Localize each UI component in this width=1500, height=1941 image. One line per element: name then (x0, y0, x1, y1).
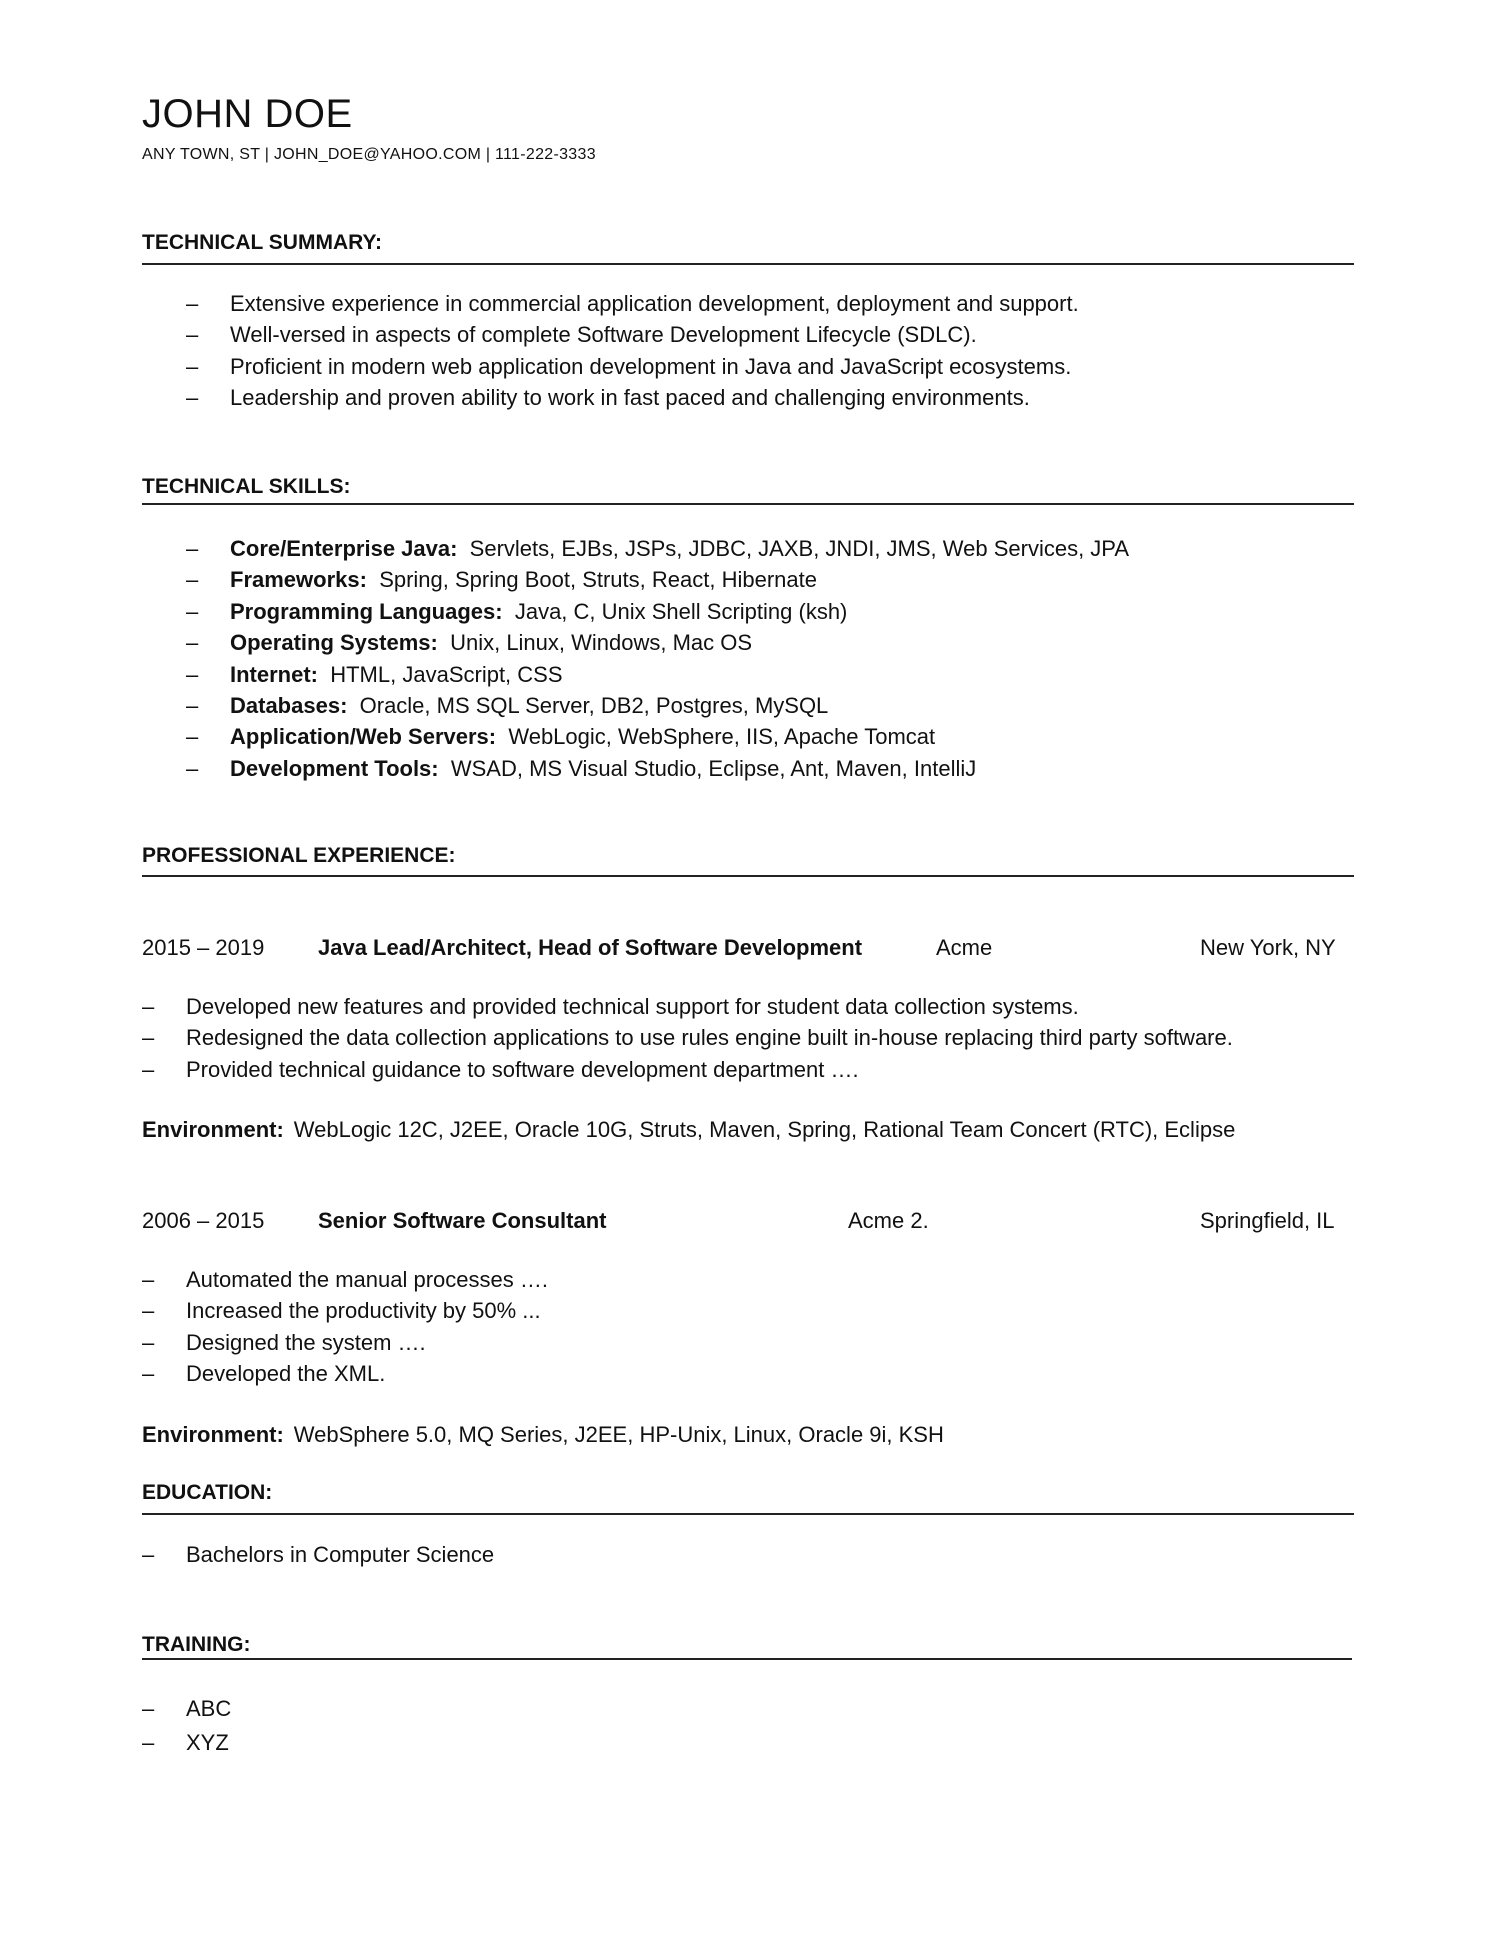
job-title: Senior Software Consultant (318, 1208, 607, 1233)
technical-summary-list (142, 288, 1079, 414)
dash-bullet: – (186, 692, 199, 718)
dash-bullet: – (142, 1361, 155, 1387)
list-item: – Developed new features and provided technical support for student data collection systems. (142, 991, 1233, 1022)
dash-bullet: – (142, 1267, 155, 1292)
dash-bullet: – (186, 353, 199, 379)
list-item: – Provided technical guidance to software development department …. (142, 1054, 1233, 1085)
environment-value: WebSphere 5.0, MQ Series, J2EE, HP-Unix, Linux, Oracle 9i, KSH (293, 1422, 944, 1447)
dash-bullet: – (142, 1542, 155, 1567)
list-item: – Automated the manual processes …. (142, 1264, 548, 1295)
skill-item: – Internet: HTML, JavaScript, CSS (142, 659, 1129, 690)
job-location: New York, NY (1200, 935, 1336, 960)
environment-label: Environment: (142, 1422, 284, 1447)
job-environment (142, 1114, 1235, 1146)
candidate-name: JOHN DOE (142, 92, 353, 136)
dash-bullet: – (186, 385, 199, 411)
list-item: – Designed the system …. (142, 1327, 548, 1358)
dash-bullet: – (186, 536, 199, 561)
skill-item: – Core/Enterprise Java: Servlets, EJBs, JSPs, JDBC, JAXB, JNDI, JMS, Web Services, JPA (142, 533, 1129, 564)
list-item: – Bachelors in Computer Science (142, 1539, 494, 1570)
dash-bullet: – (186, 598, 199, 624)
dash-bullet: – (186, 291, 199, 316)
technical-skills-heading: TECHNICAL SKILLS: (142, 475, 351, 498)
skill-item: – Application/Web Servers: WebLogic, WebSphere, IIS, Apache Tomcat (142, 721, 1129, 752)
dash-bullet: – (142, 1730, 155, 1755)
job-environment (142, 1419, 944, 1451)
dash-bullet: – (142, 1056, 155, 1082)
job-title: Java Lead/Architect, Head of Software Development (318, 935, 863, 960)
environment-label: Environment: (142, 1117, 284, 1142)
dash-bullet: – (186, 630, 199, 656)
section-divider (142, 1658, 1352, 1660)
dash-bullet: – (186, 661, 199, 687)
dash-bullet: – (186, 755, 199, 781)
technical-summary-heading: TECHNICAL SUMMARY: (142, 231, 382, 254)
section-divider (142, 875, 1354, 877)
section-divider (142, 263, 1354, 265)
job-dates: 2015 – 2019 (142, 935, 265, 960)
environment-value: WebLogic 12C, J2EE, Oracle 10G, Struts, Maven, Spring, Rational Team Concert (RTC), Eclipse (293, 1117, 1236, 1142)
list-item: – Developed the XML. (142, 1358, 548, 1389)
job-bullets (142, 991, 1233, 1085)
dash-bullet: – (142, 1298, 155, 1324)
section-divider (142, 503, 1354, 505)
list-item: – XYZ (142, 1726, 231, 1760)
training-heading: TRAINING: (142, 1633, 251, 1656)
list-item: – Well-versed in aspects of complete Software Development Lifecycle (SDLC). (142, 319, 1079, 350)
dash-bullet: – (186, 567, 199, 593)
list-item: – Proficient in modern web application development in Java and JavaScript ecosystems. (142, 351, 1079, 382)
list-item: – Redesigned the data collection applications to use rules engine built in-house replacing third party software. (142, 1022, 1233, 1053)
skill-item: – Frameworks: Spring, Spring Boot, Struts, React, Hibernate (142, 564, 1129, 595)
dash-bullet: – (142, 994, 155, 1019)
list-item: – ABC (142, 1692, 231, 1726)
dash-bullet: – (142, 1329, 155, 1355)
contact-line: ANY TOWN, ST | JOHN_DOE@YAHOO.COM | 111-222-3333 (142, 146, 596, 163)
list-item: – Leadership and proven ability to work in fast paced and challenging environments. (142, 382, 1079, 413)
job-header (142, 932, 1342, 964)
dash-bullet: – (142, 1025, 155, 1051)
skill-item: – Databases: Oracle, MS SQL Server, DB2, Postgres, MySQL (142, 690, 1129, 721)
professional-experience-heading: PROFESSIONAL EXPERIENCE: (142, 844, 456, 867)
dash-bullet: – (186, 322, 199, 348)
technical-skills-list (142, 533, 1129, 784)
list-item: – Extensive experience in commercial application development, deployment and support. (142, 288, 1079, 319)
job-bullets (142, 1264, 548, 1390)
skill-item: – Programming Languages: Java, C, Unix Shell Scripting (ksh) (142, 596, 1129, 627)
job-location: Springfield, IL (1200, 1208, 1335, 1233)
section-divider (142, 1513, 1354, 1515)
skill-item: – Operating Systems: Unix, Linux, Windows, Mac OS (142, 627, 1129, 658)
dash-bullet: – (186, 724, 199, 750)
training-list (142, 1692, 231, 1760)
job-header (142, 1205, 1342, 1237)
job-dates: 2006 – 2015 (142, 1208, 265, 1233)
education-list (142, 1539, 494, 1570)
skill-item: – Development Tools: WSAD, MS Visual Studio, Eclipse, Ant, Maven, IntelliJ (142, 753, 1129, 784)
list-item: – Increased the productivity by 50% ... (142, 1295, 548, 1326)
dash-bullet: – (142, 1696, 155, 1721)
job-company: Acme 2. (848, 1208, 929, 1233)
education-heading: EDUCATION: (142, 1481, 273, 1504)
job-company: Acme (936, 935, 993, 960)
